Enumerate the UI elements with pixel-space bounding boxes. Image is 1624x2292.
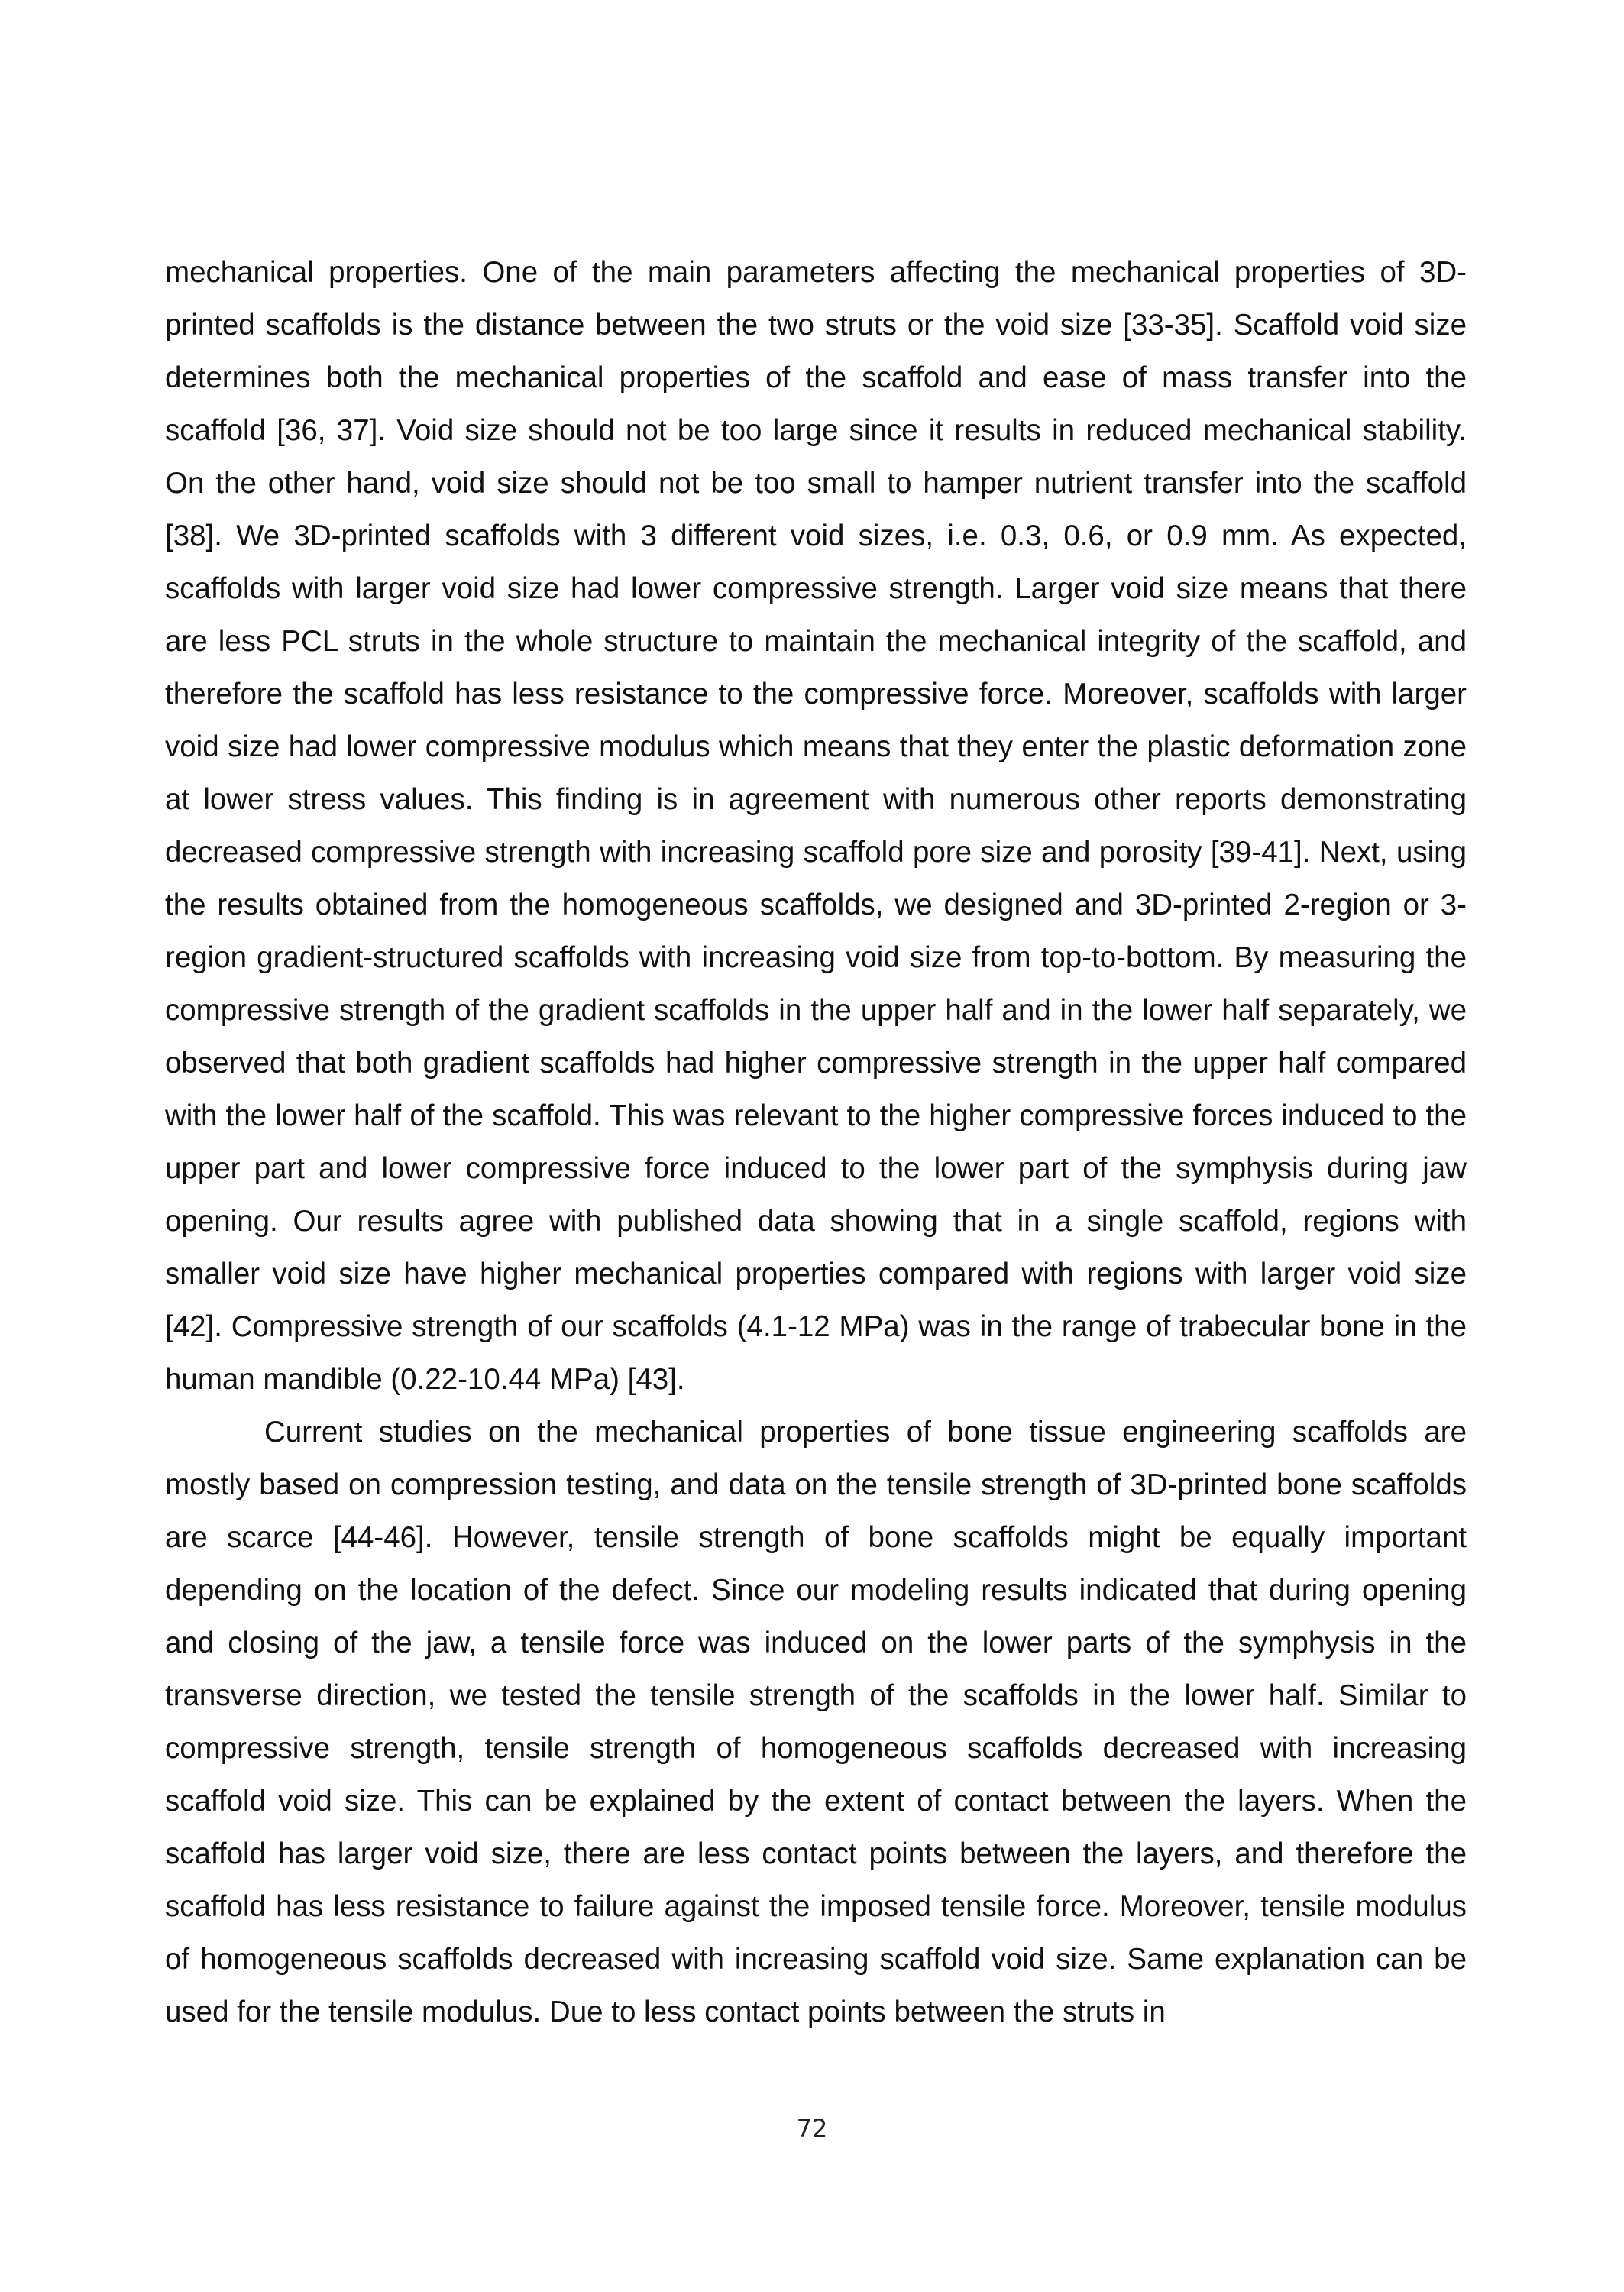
paragraph-tensile-strength: Current studies on the mechanical properties of bone tissue engineering scaffolds are mostly based on compression testing, and data on the tensile strength of 3D-printed bone scaffolds are scarce [44-46]. However, tensile strength of bone scaffolds might be equally important depending on the location of the defect. Since our modeling results indicated that during opening and closing of the jaw, a tensile force was induced on the lower parts of the symphysis in the transverse direction, we tested the tensile strength of the scaffolds in the lower half. Similar to compressive strength, tensile strength of homogeneous scaffolds decreased with increasing scaffold void size. This can be explained by the extent of contact between the layers. When the scaffold has larger void size, there are less contact points between the layers, and therefore the scaffold has less resistance to failure against the imposed tensile force. Moreover, tensile modulus of homogeneous scaffolds decreased with increasing scaffold void size. Same explanation can be used for the tensile modulus. Due to less contact points between the struts in xyxy=(165,1416,1467,2028)
body-text xyxy=(165,246,1467,2038)
page-number: 72 xyxy=(796,2114,828,2143)
paragraph-continuation: mechanical properties. One of the main parameters affecting the mechanical properties of 3D-printed scaffolds is the distance between the two struts or the void size [33-35]. Scaffold void size determines both the mechanical properties of the scaffold and ease of mass transfer into the scaffold [36, 37]. Void size should not be too large since it results in reduced mechanical stability. On the other hand, void size should not be too small to hamper nutrient transfer into the scaffold [38]. We 3D-printed scaffolds with 3 different void sizes, i.e. 0.3, 0.6, or 0.9 mm. As expected, scaffolds with larger void size had lower compressive strength. Larger void size means that there are less PCL struts in the whole structure to maintain the mechanical integrity of the scaffold, and therefore the scaffold has less resistance to the compressive force. Moreover, scaffolds with larger void size had lower compressive modulus which means that they enter the plastic deformation zone at lower stress values. This finding is in agreement with numerous other reports demonstrating decreased compressive strength with increasing scaffold pore size and porosity [39-41]. Next, using the results obtained from the homogeneous scaffolds, we designed and 3D-printed 2-region or 3-region gradient-structured scaffolds with increasing void size from top-to-bottom. By measuring the compressive strength of the gradient scaffolds in the upper half and in the lower half separately, we observed that both gradient scaffolds had higher compressive strength in the upper half compared with the lower half of the scaffold. This was relevant to the higher compressive forces induced to the upper part and lower compressive force induced to the lower part of the symphysis during jaw opening. Our results agree with published data showing that in a single scaffold, regions with smaller void size have higher mechanical properties compared with regions with larger void size [42]. Compressive strength of our scaffolds (4.1-12 MPa) was in the range of trabecular bone in the human mandible (0.22-10.44 MPa) [43]. xyxy=(165,256,1467,1396)
